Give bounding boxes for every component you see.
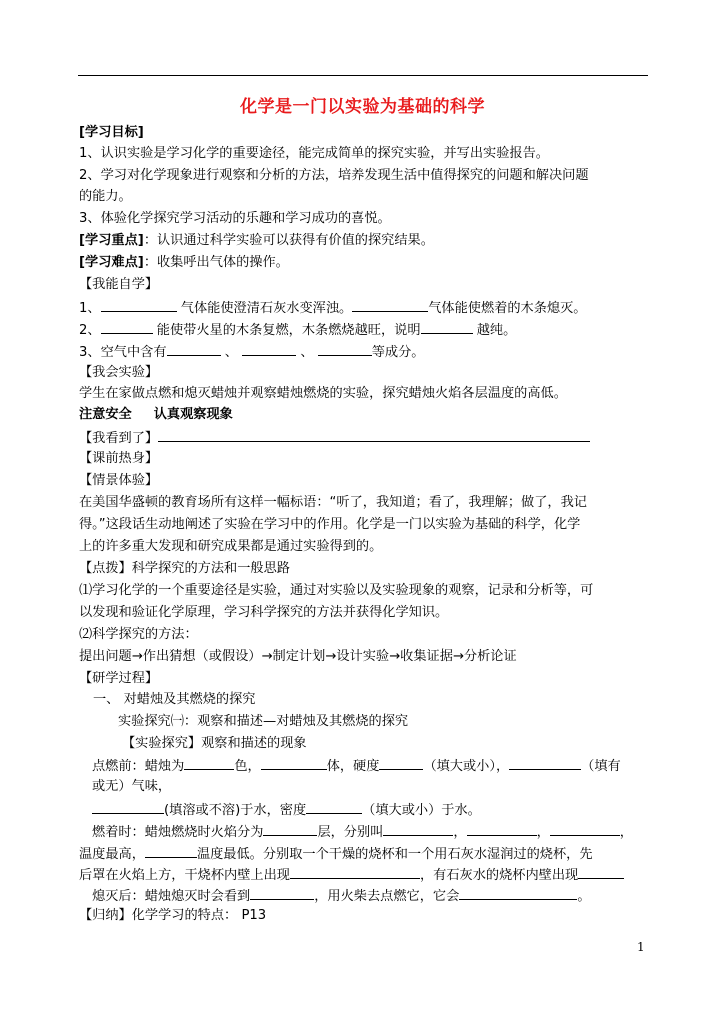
self-study-heading: 【我能自学】 xyxy=(79,277,159,292)
blank[interactable] xyxy=(145,843,197,858)
text: （填有 xyxy=(581,759,621,774)
before-line-3 xyxy=(92,799,692,821)
text: ， xyxy=(453,825,467,840)
tips-title: 科学探究的方法和一般思路 xyxy=(131,561,290,576)
before-line-2: 或无）气味， xyxy=(92,779,172,794)
during-line-1 xyxy=(92,821,692,843)
self-study-q3 xyxy=(79,341,679,363)
key-point xyxy=(79,231,679,251)
before-line-1 xyxy=(92,755,692,777)
text: 燃着时：蜡烛燃烧时火焰分为 xyxy=(92,825,264,840)
summary-label: 【归纳】 xyxy=(79,908,132,923)
text: 点燃前：蜡烛为 xyxy=(92,759,185,774)
blank[interactable] xyxy=(242,341,296,356)
during-line-2 xyxy=(79,843,679,865)
blank[interactable] xyxy=(550,821,620,836)
goal-item: 1、认识实验是学习化学的重要途径，能完成简单的探究实验，并写出实验报告。 xyxy=(79,146,549,161)
subsection-heading: 【实验探究】观察和描述的现象 xyxy=(122,736,307,751)
page-number: 1 xyxy=(637,940,645,954)
difficulty xyxy=(79,253,679,273)
scenario-text: 在美国华盛顿的教育场所有这样一幅标语：“听了，我知道；看了，我理解；做了，我记 xyxy=(79,495,587,510)
q1-text: 气体能使澄清石灰水变浑浊。 xyxy=(180,301,353,316)
text: 。 xyxy=(577,889,591,904)
blank[interactable] xyxy=(101,319,153,334)
blank[interactable] xyxy=(383,821,453,836)
summary xyxy=(79,906,679,926)
text: 熄灭后：蜡烛熄灭时会看到 xyxy=(92,889,251,904)
self-study-q1 xyxy=(79,297,679,319)
q2-text: 能使带火星的木条复燃，木条燃烧越旺，说明 xyxy=(156,323,421,338)
blank[interactable] xyxy=(250,885,314,900)
tips-heading xyxy=(79,559,679,579)
goal-item: 的能力。 xyxy=(79,189,132,204)
goal-item: 3、体验化学探究学习活动的乐趣和学习成功的喜悦。 xyxy=(79,211,391,226)
text: 后罩在火焰上方，干烧杯内壁上出现 xyxy=(79,868,290,883)
section-title: 一、 对蜡烛及其燃烧的探究 xyxy=(93,692,256,707)
blank[interactable] xyxy=(263,821,317,836)
header-rule xyxy=(78,75,648,76)
blank[interactable] xyxy=(379,755,423,770)
during-line-3 xyxy=(79,864,679,886)
key-point-text: ：认识通过科学实验可以获得有价值的探究结果。 xyxy=(143,233,434,248)
text: ， xyxy=(619,825,633,840)
blank[interactable] xyxy=(306,799,362,814)
text: (填溶或不溶)于水，密度 xyxy=(164,803,307,818)
observe-label: 认真观察现象 xyxy=(153,407,233,422)
blank[interactable] xyxy=(261,755,327,770)
blank[interactable] xyxy=(509,755,581,770)
safety-note xyxy=(79,405,679,425)
page-title: 化学是一门以实验为基础的科学 xyxy=(240,97,485,117)
self-study-q2 xyxy=(79,319,679,341)
warmup-heading: 【课前热身】 xyxy=(79,451,159,466)
key-point-label: [学习重点] xyxy=(79,233,144,248)
subsection-title: 实验探究㈠：观察和描述—对蜡烛及其燃烧的探究 xyxy=(118,714,409,729)
blank[interactable] xyxy=(290,864,420,879)
summary-text: 化学学习的特点： P13 xyxy=(131,908,267,923)
q3-text: 3、空气中含有 xyxy=(79,345,167,360)
blank[interactable] xyxy=(318,341,372,356)
text: 体，硬度 xyxy=(326,759,380,774)
saw-line xyxy=(79,427,679,449)
tips-text: ⑵科学探究的方法： xyxy=(79,627,198,642)
scenario-text: 上的许多重大发现和研究成果都是通过实验得到的。 xyxy=(79,539,383,554)
text: （填大或小）于水。 xyxy=(362,803,481,818)
blank[interactable] xyxy=(101,297,177,312)
q2-number: 2、 xyxy=(79,323,101,338)
q1-number: 1、 xyxy=(79,301,101,316)
tips-label: 【点拨】 xyxy=(79,561,132,576)
separator: 、 xyxy=(224,345,238,360)
goal-item: 2、学习对化学现象进行观察和分析的方法，培养发现生活中值得探究的问题和解决问题 xyxy=(79,168,589,183)
blank[interactable] xyxy=(578,864,624,879)
process-heading: 【研学过程】 xyxy=(79,671,159,686)
goals-heading: [学习目标] xyxy=(79,125,144,140)
text: （填大或小）， xyxy=(423,759,510,774)
blank[interactable] xyxy=(158,427,590,442)
separator: 、 xyxy=(300,345,314,360)
saw-label: 【我看到了】 xyxy=(79,431,159,446)
text: ， xyxy=(536,825,550,840)
safety-label: 注意安全 xyxy=(79,407,132,422)
q2-end: 越纯。 xyxy=(476,323,517,338)
blank[interactable] xyxy=(352,297,428,312)
text: ，有石灰水的烧杯内壁出现 xyxy=(420,868,579,883)
tips-text: 以发现和验证化学原理，学习科学探究的方法并获得化学知识。 xyxy=(79,605,449,620)
after-line xyxy=(92,885,692,907)
text: 色， xyxy=(234,759,261,774)
blank[interactable] xyxy=(92,799,164,814)
text: 温度最低。分别取一个干燥的烧杯和一个用石灰水湿润过的烧杯，先 xyxy=(196,847,593,862)
difficulty-label: [学习难点] xyxy=(79,255,144,270)
experiment-text: 学生在家做点燃和熄灭蜡烛并观察蜡烛燃烧的实验，探究蜡烛火焰各层温度的高低。 xyxy=(79,386,567,401)
blank[interactable] xyxy=(184,755,234,770)
difficulty-text: ：收集呼出气体的操作。 xyxy=(143,255,289,270)
experiment-heading: 【我会实验】 xyxy=(79,365,159,380)
blank[interactable] xyxy=(421,319,473,334)
text: 温度最高， xyxy=(79,847,145,862)
blank[interactable] xyxy=(167,341,221,356)
text: 层，分别叫 xyxy=(317,825,384,840)
q3-end: 等成分。 xyxy=(371,345,425,360)
blank[interactable] xyxy=(459,885,577,900)
q1-end: 气体能使燃着的木条熄灭。 xyxy=(428,301,587,316)
text: ，用火柴去点燃它，它会 xyxy=(314,889,460,904)
method-steps: 提出问题→作出猜想（或假设）→制定计划→设计实验→收集证据→分析论证 xyxy=(79,649,517,664)
blank[interactable] xyxy=(467,821,537,836)
scenario-heading: 【情景体验】 xyxy=(79,473,159,488)
scenario-text: 得。”这段话生动地阐述了实验在学习中的作用。化学是一门以实验为基础的科学，化学 xyxy=(79,517,581,532)
tips-text: ⑴学习化学的一个重要途径是实验，通过对实验以及实验现象的观察，记录和分析等，可 xyxy=(79,583,594,598)
